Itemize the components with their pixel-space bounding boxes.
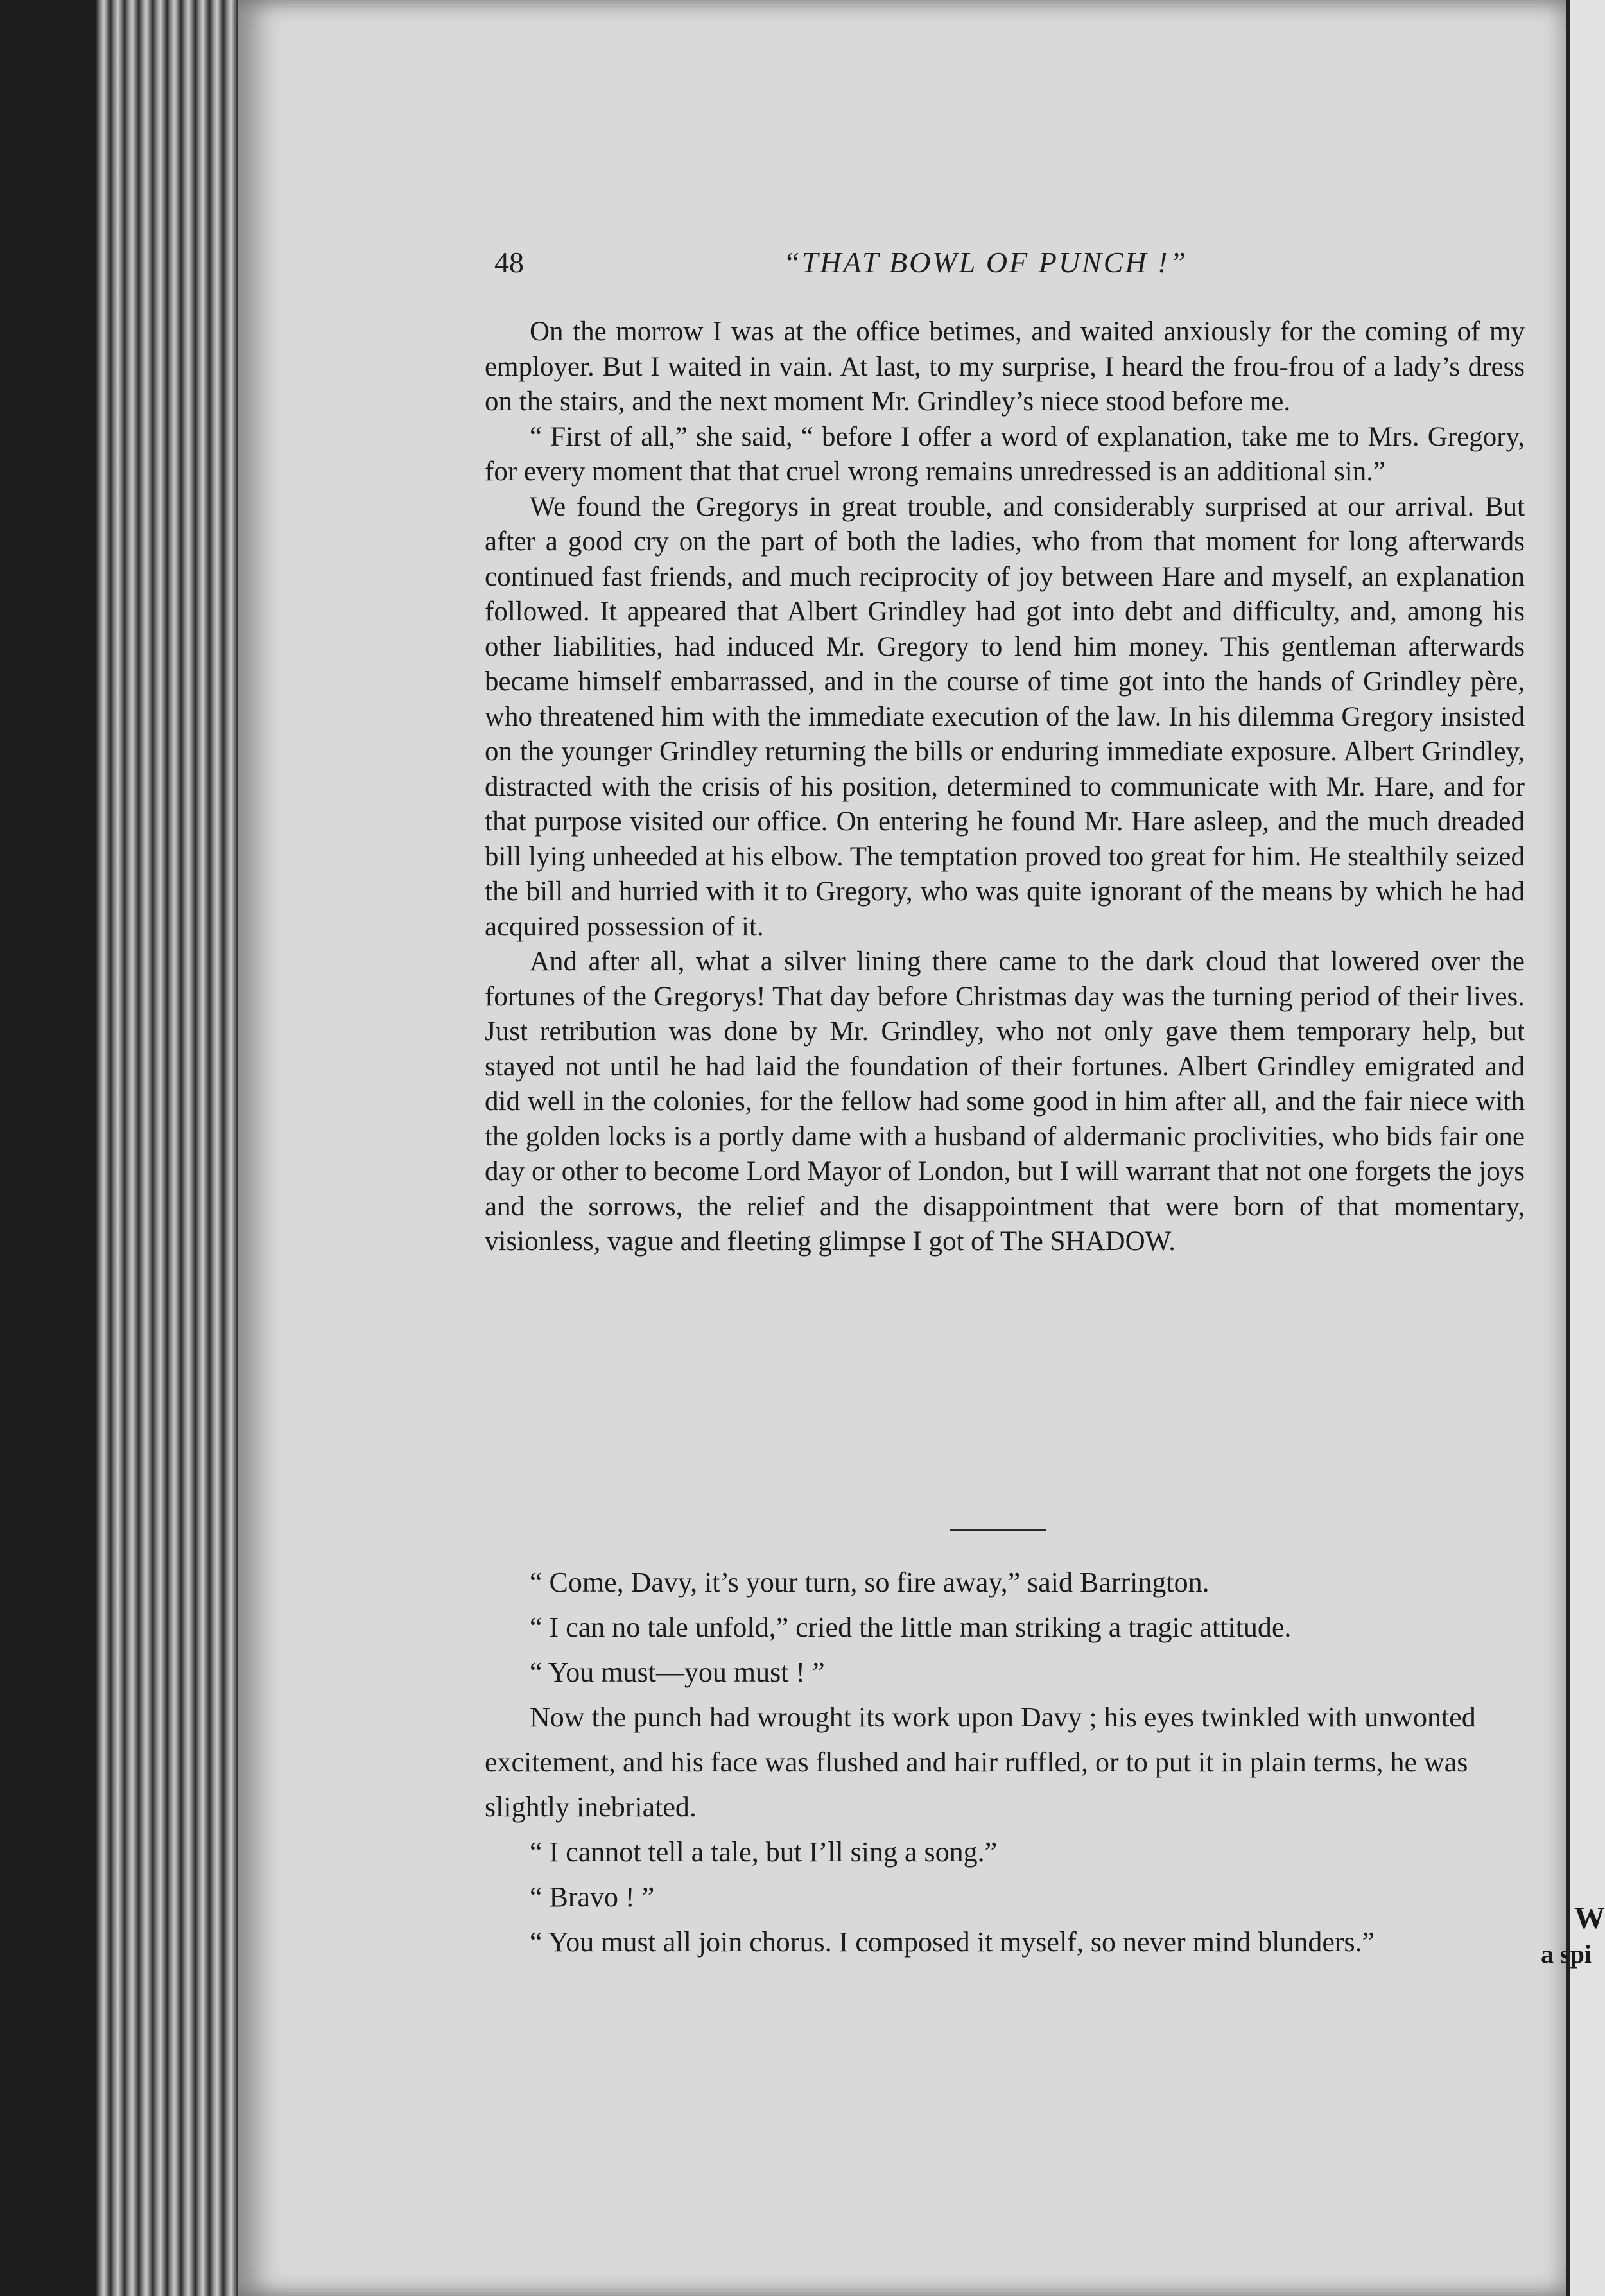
- page-number: 48: [494, 246, 524, 279]
- dialogue-line-2: “ I can no tale unfold,” cried the little man striking a tragic attitude.: [530, 1612, 1292, 1643]
- dialogue-line-3: “ You must—you must ! ”: [530, 1657, 825, 1688]
- paragraph-1: On the morrow I was at the office betimes, and waited anxiously for the coming of my employer. But I waited in vain. At last, to my surprise, I heard the frou-frou of a lady’s dress on the stairs, and the next moment Mr. Grindley’s niece stood before me.: [485, 317, 1525, 417]
- body-text: [485, 315, 1525, 1260]
- book-page-edges: [96, 0, 244, 2296]
- running-title: “THAT BOWL OF PUNCH !”: [783, 246, 1188, 279]
- next-page-fragment-2: a spi: [1541, 1940, 1592, 1969]
- dialogue-line-6: “ Bravo ! ”: [530, 1881, 655, 1913]
- dialogue-section: [485, 1560, 1512, 1965]
- dialogue-line-1: “ Come, Davy, it’s your turn, so fire away,” said Barrington.: [530, 1567, 1210, 1598]
- dialogue-line-7: “ You must all join chorus. I composed it myself, so never mind blunders.”: [530, 1926, 1375, 1958]
- page-header: [494, 245, 1528, 284]
- section-divider: [950, 1529, 1046, 1531]
- next-page-fragment-1: W: [1574, 1901, 1605, 1935]
- dialogue-line-5: “ I cannot tell a tale, but I’ll sing a song.”: [530, 1836, 998, 1868]
- paragraph-4: And after all, what a silver lining there came to the dark cloud that lowered over the fortunes of the Gregorys! That day before Christmas day was the turning period of their lives. Just retribution was done by Mr. Grindley, who not only gave them temporary help, but stayed not until he had laid the foundation of their fortunes. Albert Grindley emigrated and did well in the colonies, for the fellow had some good in him after all, and the fair niece with the golden locks is a portly dame with a husband of aldermanic proclivities, who bids fair one day or other to become Lord Mayor of London, but I will warrant that not one forgets the joys and the sorrows, the relief and the disappointment that were born of that momentary, visionless, vague and fleeting glimpse I got of The SHADOW.: [485, 946, 1525, 1257]
- paragraph-3: We found the Gregorys in great trouble, and considerably surprised at our arrival. But after a good cry on the part of both the ladies, who from that moment for long afterwards continued fast friends, and much reciprocity of joy between Hare and myself, an explanation followed. It appeared that Albert Grindley had got into debt and difficulty, and, among his other liabilities, had induced Mr. Gregory to lend him money. This gentleman afterwards became himself embarrassed, and in the course of time got into the hands of Grindley père, who threatened him with the immediate execution of the law. In his dilemma Gregory insisted on the younger Grindley returning the bills or enduring immediate exposure. Albert Grindley, distracted with the crisis of his position, determined to communicate with Mr. Hare, and for that purpose visited our office. On entering he found Mr. Hare asleep, and the much dreaded bill lying unheeded at his elbow. The temptation proved too great for him. He stealthily seized the bill and hurried with it to Gregory, who was quite ignorant of the means by which he had acquired possession of it.: [485, 491, 1525, 942]
- paragraph-2: “ First of all,” she said, “ before I offer a word of explanation, take me to Mrs. Gregory, for every moment that that cruel wrong remains unredressed is an additional sin.”: [485, 421, 1525, 487]
- dialogue-line-4: Now the punch had wrought its work upon Davy ; his eyes twinkled with unwonted excitement, and his face was flushed and hair ruffled, or to put it in plain terms, he was slightly inebriated.: [485, 1701, 1476, 1823]
